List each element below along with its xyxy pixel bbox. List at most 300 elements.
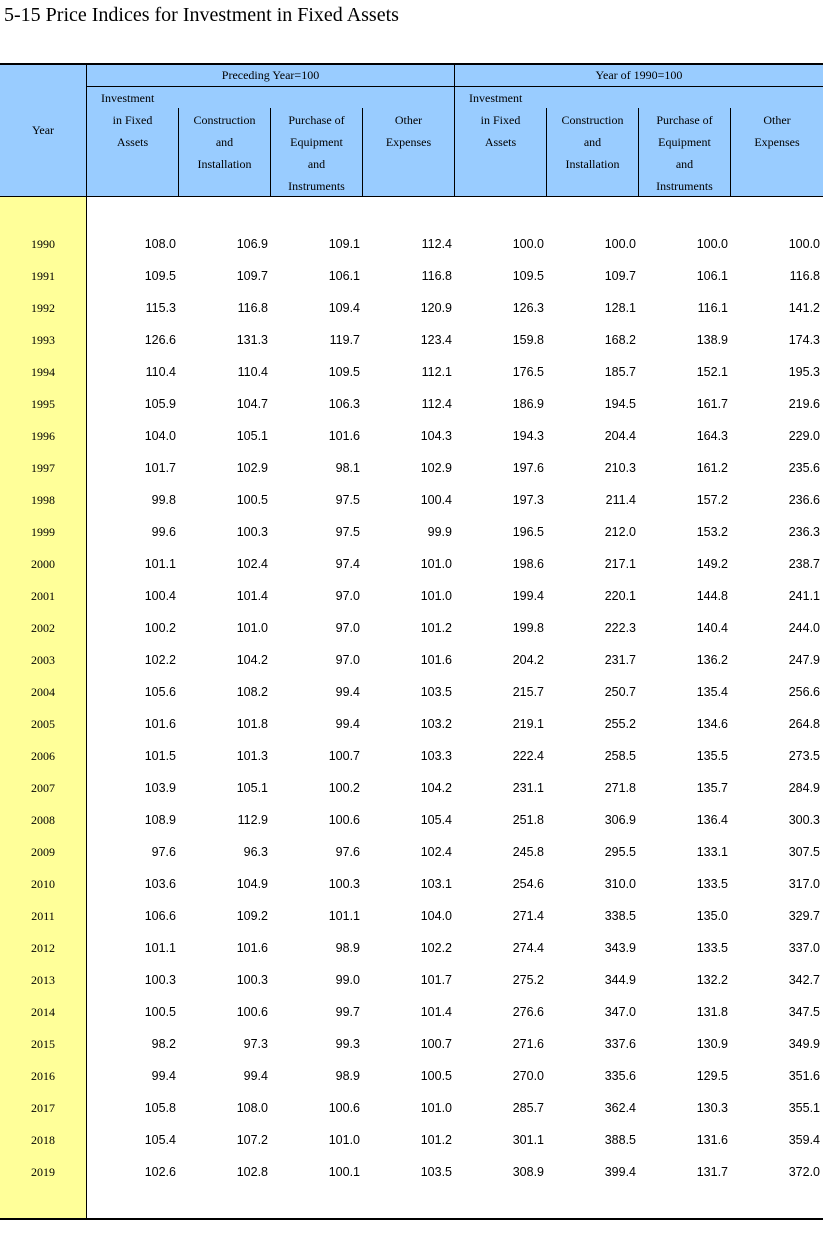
value-cell: 338.5: [604, 909, 636, 923]
value-cell: 103.5: [420, 1165, 452, 1179]
value-cell: 100.4: [420, 493, 452, 507]
value-cell: 99.8: [151, 493, 176, 507]
table-row: [0, 970, 823, 990]
header-line: Assets: [484, 135, 517, 149]
col-header-investment: [87, 87, 178, 153]
value-cell: 153.2: [696, 525, 728, 539]
year-header: Year: [31, 123, 55, 137]
value-cell: 229.0: [788, 429, 820, 443]
value-cell: 109.5: [144, 269, 176, 283]
value-cell: 273.5: [788, 749, 820, 763]
value-cell: 194.3: [512, 429, 544, 443]
value-cell: 112.4: [421, 397, 452, 411]
value-cell: 104.0: [420, 909, 452, 923]
header-line: Purchase of: [656, 113, 713, 127]
value-cell: 251.8: [512, 813, 544, 827]
group-header-preceding-year: Preceding Year=100: [221, 68, 320, 82]
value-cell: 217.1: [604, 557, 636, 571]
table-bottom-border: [0, 1218, 823, 1220]
table-row: [0, 586, 823, 606]
value-cell: 105.9: [144, 397, 176, 411]
value-cell: 141.2: [788, 301, 820, 315]
value-cell: 344.9: [604, 973, 636, 987]
year-cell: 2000: [31, 557, 55, 571]
value-cell: 102.2: [420, 941, 452, 955]
value-cell: 161.2: [696, 461, 728, 475]
value-cell: 100.6: [328, 1101, 360, 1115]
header-line: Other: [763, 113, 791, 127]
table-row: [0, 426, 823, 446]
value-cell: 97.3: [243, 1037, 268, 1051]
value-cell: 116.1: [697, 301, 728, 315]
year-cell: 2014: [31, 1005, 55, 1019]
value-cell: 102.2: [144, 653, 176, 667]
year-cell: 2003: [31, 653, 55, 667]
value-cell: 101.6: [420, 653, 452, 667]
value-cell: 109.7: [236, 269, 268, 283]
value-cell: 271.6: [512, 1037, 544, 1051]
value-cell: 109.2: [236, 909, 268, 923]
value-cell: 133.5: [696, 941, 728, 955]
value-cell: 97.0: [335, 653, 360, 667]
value-cell: 133.5: [696, 877, 728, 891]
value-cell: 97.0: [335, 621, 360, 635]
value-cell: 99.0: [335, 973, 360, 987]
year-cell: 1997: [31, 461, 55, 475]
value-cell: 100.5: [420, 1069, 452, 1083]
value-cell: 199.4: [512, 589, 544, 603]
value-cell: 97.6: [335, 845, 360, 859]
col-header-other: [731, 109, 823, 153]
value-cell: 108.9: [144, 813, 176, 827]
value-cell: 109.1: [328, 237, 360, 251]
group-header-year-1990: Year of 1990=100: [595, 68, 683, 82]
value-cell: 100.7: [328, 749, 360, 763]
table-row: [0, 1066, 823, 1086]
value-cell: 96.3: [243, 845, 268, 859]
value-cell: 102.4: [236, 557, 268, 571]
value-cell: 135.4: [696, 685, 728, 699]
value-cell: 140.4: [696, 621, 728, 635]
value-cell: 100.3: [236, 973, 268, 987]
value-cell: 100.0: [604, 237, 636, 251]
value-cell: 176.5: [512, 365, 544, 379]
year-cell: 2018: [31, 1133, 55, 1147]
value-cell: 255.2: [604, 717, 636, 731]
table-row: [0, 1130, 823, 1150]
table-row: [0, 778, 823, 798]
header-line: and: [307, 157, 326, 171]
year-cell: 2008: [31, 813, 55, 827]
value-cell: 99.4: [335, 685, 360, 699]
col-header-investment: [455, 87, 546, 153]
value-cell: 131.3: [236, 333, 268, 347]
value-cell: 116.8: [237, 301, 268, 315]
value-cell: 100.0: [512, 237, 544, 251]
table-row: [0, 522, 823, 542]
value-cell: 101.1: [144, 941, 176, 955]
value-cell: 134.6: [696, 717, 728, 731]
header-line: and: [583, 135, 602, 149]
year-cell: 1990: [31, 237, 55, 251]
value-cell: 101.2: [420, 1133, 452, 1147]
value-cell: 101.0: [420, 1101, 452, 1115]
value-cell: 104.3: [420, 429, 452, 443]
value-cell: 161.7: [696, 397, 728, 411]
value-cell: 110.4: [145, 365, 176, 379]
col-header-purchase: [271, 109, 362, 197]
value-cell: 131.6: [696, 1133, 728, 1147]
value-cell: 168.2: [604, 333, 636, 347]
value-cell: 123.4: [420, 333, 452, 347]
value-cell: 102.9: [236, 461, 268, 475]
table-row: [0, 938, 823, 958]
value-cell: 100.6: [236, 1005, 268, 1019]
value-cell: 101.7: [144, 461, 176, 475]
value-cell: 195.3: [788, 365, 820, 379]
year-cell: 2012: [31, 941, 55, 955]
value-cell: 100.3: [328, 877, 360, 891]
value-cell: 106.3: [328, 397, 360, 411]
value-cell: 100.1: [328, 1165, 360, 1179]
col-header-other: [363, 109, 454, 153]
value-cell: 126.3: [512, 301, 544, 315]
value-cell: 100.4: [144, 589, 176, 603]
value-cell: 276.6: [512, 1005, 544, 1019]
value-cell: 347.5: [788, 1005, 820, 1019]
year-cell: 2002: [31, 621, 55, 635]
value-cell: 100.5: [236, 493, 268, 507]
value-cell: 130.9: [696, 1037, 728, 1051]
table-row: [0, 650, 823, 670]
value-cell: 99.4: [151, 1069, 176, 1083]
value-cell: 99.9: [427, 525, 452, 539]
value-cell: 105.4: [144, 1133, 176, 1147]
value-cell: 149.2: [696, 557, 728, 571]
value-cell: 110.4: [237, 365, 268, 379]
table-row: [0, 394, 823, 414]
year-cell: 1995: [31, 397, 55, 411]
col-header-construction: [179, 109, 270, 175]
value-cell: 337.0: [788, 941, 820, 955]
value-cell: 104.7: [236, 397, 268, 411]
value-cell: 101.4: [420, 1005, 452, 1019]
value-cell: 329.7: [788, 909, 820, 923]
table-row: [0, 746, 823, 766]
value-cell: 98.9: [335, 1069, 360, 1083]
value-cell: 116.8: [789, 269, 820, 283]
value-cell: 100.7: [420, 1037, 452, 1051]
value-cell: 105.8: [144, 1101, 176, 1115]
value-cell: 101.5: [144, 749, 176, 763]
value-cell: 102.9: [420, 461, 452, 475]
value-cell: 99.7: [335, 1005, 360, 1019]
table-row: [0, 842, 823, 862]
header-line: Instruments: [656, 179, 713, 193]
value-cell: 271.8: [604, 781, 636, 795]
table-row: [0, 490, 823, 510]
value-cell: 241.1: [788, 589, 820, 603]
value-cell: 112.4: [421, 237, 452, 251]
value-cell: 295.5: [604, 845, 636, 859]
value-cell: 101.1: [328, 909, 360, 923]
value-cell: 130.3: [696, 1101, 728, 1115]
value-cell: 109.7: [604, 269, 636, 283]
value-cell: 98.1: [335, 461, 360, 475]
value-cell: 220.1: [604, 589, 636, 603]
table-row: [0, 458, 823, 478]
value-cell: 98.9: [335, 941, 360, 955]
col-header-purchase: [639, 109, 730, 197]
value-cell: 108.0: [236, 1101, 268, 1115]
table-row: [0, 810, 823, 830]
value-cell: 264.8: [788, 717, 820, 731]
value-cell: 116.8: [421, 269, 452, 283]
value-cell: 186.9: [512, 397, 544, 411]
value-cell: 301.1: [512, 1133, 544, 1147]
value-cell: 275.2: [512, 973, 544, 987]
value-cell: 270.0: [512, 1069, 544, 1083]
value-cell: 157.2: [696, 493, 728, 507]
value-cell: 152.1: [696, 365, 728, 379]
value-cell: 101.6: [236, 941, 268, 955]
value-cell: 101.3: [236, 749, 268, 763]
value-cell: 104.2: [420, 781, 452, 795]
value-cell: 99.4: [335, 717, 360, 731]
value-cell: 285.7: [512, 1101, 544, 1115]
value-cell: 97.4: [335, 557, 360, 571]
value-cell: 100.5: [144, 1005, 176, 1019]
header-line: in Fixed: [480, 113, 521, 127]
value-cell: 104.0: [144, 429, 176, 443]
value-cell: 204.4: [604, 429, 636, 443]
header-line: Purchase of: [288, 113, 345, 127]
header-line: Investment: [469, 91, 523, 105]
value-cell: 245.8: [512, 845, 544, 859]
year-cell: 2009: [31, 845, 55, 859]
value-cell: 115.3: [145, 301, 176, 315]
table-row: [0, 1002, 823, 1022]
value-cell: 212.0: [604, 525, 636, 539]
year-cell: 2011: [31, 909, 55, 923]
value-cell: 97.5: [335, 493, 360, 507]
value-cell: 100.3: [144, 973, 176, 987]
value-cell: 136.4: [696, 813, 728, 827]
value-cell: 399.4: [604, 1165, 636, 1179]
value-cell: 271.4: [512, 909, 544, 923]
value-cell: 197.3: [512, 493, 544, 507]
value-cell: 210.3: [604, 461, 636, 475]
value-cell: 99.6: [151, 525, 176, 539]
year-cell: 2016: [31, 1069, 55, 1083]
value-cell: 132.2: [696, 973, 728, 987]
value-cell: 100.3: [236, 525, 268, 539]
year-cell: 1996: [31, 429, 55, 443]
value-cell: 107.2: [236, 1133, 268, 1147]
header-line: Equipment: [290, 135, 343, 149]
year-cell: 2001: [31, 589, 55, 603]
value-cell: 274.4: [512, 941, 544, 955]
value-cell: 231.7: [604, 653, 636, 667]
value-cell: 103.6: [144, 877, 176, 891]
col-header-construction: [547, 109, 638, 175]
value-cell: 194.5: [604, 397, 636, 411]
value-cell: 106.1: [696, 269, 728, 283]
value-cell: 362.4: [604, 1101, 636, 1115]
value-cell: 99.4: [243, 1069, 268, 1083]
value-cell: 108.2: [236, 685, 268, 699]
table-row: [0, 554, 823, 574]
value-cell: 103.5: [420, 685, 452, 699]
value-cell: 222.4: [512, 749, 544, 763]
value-cell: 108.0: [144, 237, 176, 251]
value-cell: 236.6: [788, 493, 820, 507]
header-line: Construction: [193, 113, 256, 127]
value-cell: 101.0: [420, 557, 452, 571]
header-line: Instruments: [288, 179, 345, 193]
table-row: [0, 298, 823, 318]
year-cell: 1998: [31, 493, 55, 507]
value-cell: 112.1: [421, 365, 452, 379]
year-cell: 2015: [31, 1037, 55, 1051]
value-cell: 219.6: [788, 397, 820, 411]
value-cell: 231.1: [512, 781, 544, 795]
value-cell: 238.7: [788, 557, 820, 571]
value-cell: 104.2: [236, 653, 268, 667]
value-cell: 308.9: [512, 1165, 544, 1179]
value-cell: 105.6: [144, 685, 176, 699]
value-cell: 343.9: [604, 941, 636, 955]
value-cell: 135.0: [696, 909, 728, 923]
value-cell: 133.1: [696, 845, 728, 859]
value-cell: 250.7: [604, 685, 636, 699]
value-cell: 105.1: [236, 781, 268, 795]
table-row: [0, 266, 823, 286]
header-line: Installation: [197, 157, 252, 171]
value-cell: 174.3: [788, 333, 820, 347]
value-cell: 215.7: [512, 685, 544, 699]
header-line: Expenses: [754, 135, 800, 149]
header-line: Equipment: [658, 135, 711, 149]
value-cell: 105.4: [420, 813, 452, 827]
value-cell: 128.1: [604, 301, 636, 315]
value-cell: 126.6: [144, 333, 176, 347]
value-cell: 236.3: [788, 525, 820, 539]
value-cell: 256.6: [788, 685, 820, 699]
table-row: [0, 906, 823, 926]
value-cell: 351.6: [788, 1069, 820, 1083]
value-cell: 144.8: [696, 589, 728, 603]
value-cell: 101.0: [328, 1133, 360, 1147]
year-cell: 2005: [31, 717, 55, 731]
value-cell: 109.4: [328, 301, 360, 315]
table-row: [0, 682, 823, 702]
value-cell: 104.9: [236, 877, 268, 891]
value-cell: 101.0: [420, 589, 452, 603]
value-cell: 307.5: [788, 845, 820, 859]
value-cell: 335.6: [604, 1069, 636, 1083]
value-cell: 199.8: [512, 621, 544, 635]
table-row: [0, 362, 823, 382]
value-cell: 103.2: [420, 717, 452, 731]
year-cell: 2010: [31, 877, 55, 891]
value-cell: 219.1: [512, 717, 544, 731]
value-cell: 135.5: [696, 749, 728, 763]
value-cell: 337.6: [604, 1037, 636, 1051]
value-cell: 247.9: [788, 653, 820, 667]
page-title: 5-15 Price Indices for Investment in Fixed Assets: [4, 4, 399, 26]
value-cell: 101.6: [144, 717, 176, 731]
value-cell: 244.0: [788, 621, 820, 635]
value-cell: 258.5: [604, 749, 636, 763]
value-cell: 97.6: [151, 845, 176, 859]
value-cell: 129.5: [696, 1069, 728, 1083]
value-cell: 97.5: [335, 525, 360, 539]
table-row: [0, 618, 823, 638]
value-cell: 101.0: [236, 621, 268, 635]
value-cell: 100.0: [696, 237, 728, 251]
year-cell: 2017: [31, 1101, 55, 1115]
value-cell: 100.2: [328, 781, 360, 795]
value-cell: 159.8: [512, 333, 544, 347]
value-cell: 101.4: [236, 589, 268, 603]
value-cell: 103.9: [144, 781, 176, 795]
value-cell: 102.4: [420, 845, 452, 859]
value-cell: 106.9: [236, 237, 268, 251]
year-cell: 1994: [31, 365, 55, 379]
year-cell: 2019: [31, 1165, 55, 1179]
header-line: in Fixed: [112, 113, 153, 127]
value-cell: 101.6: [328, 429, 360, 443]
year-cell: 1991: [31, 269, 55, 283]
value-cell: 198.6: [512, 557, 544, 571]
year-cell: 2006: [31, 749, 55, 763]
value-cell: 109.5: [328, 365, 360, 379]
value-cell: 131.7: [696, 1165, 728, 1179]
value-cell: 349.9: [788, 1037, 820, 1051]
header-line: Investment: [101, 91, 155, 105]
value-cell: 235.6: [788, 461, 820, 475]
value-cell: 106.6: [144, 909, 176, 923]
header-line: Expenses: [385, 135, 432, 149]
value-cell: 164.3: [696, 429, 728, 443]
value-cell: 98.2: [151, 1037, 176, 1051]
value-cell: 342.7: [788, 973, 820, 987]
value-cell: 100.2: [144, 621, 176, 635]
value-cell: 119.7: [329, 333, 360, 347]
value-cell: 100.6: [328, 813, 360, 827]
value-cell: 347.0: [604, 1005, 636, 1019]
value-cell: 222.3: [604, 621, 636, 635]
table-top-border: [0, 63, 823, 65]
header-line: Assets: [116, 135, 149, 149]
year-cell: 1992: [31, 301, 55, 315]
table-row: [0, 714, 823, 734]
value-cell: 97.0: [335, 589, 360, 603]
value-cell: 284.9: [788, 781, 820, 795]
value-cell: 101.1: [144, 557, 176, 571]
value-cell: 185.7: [604, 365, 636, 379]
header-line: Other: [394, 113, 423, 127]
value-cell: 102.6: [144, 1165, 176, 1179]
value-cell: 106.1: [328, 269, 360, 283]
value-cell: 102.8: [236, 1165, 268, 1179]
table-row: [0, 1098, 823, 1118]
value-cell: 138.9: [696, 333, 728, 347]
value-cell: 131.8: [696, 1005, 728, 1019]
value-cell: 101.8: [236, 717, 268, 731]
table-row: [0, 1034, 823, 1054]
